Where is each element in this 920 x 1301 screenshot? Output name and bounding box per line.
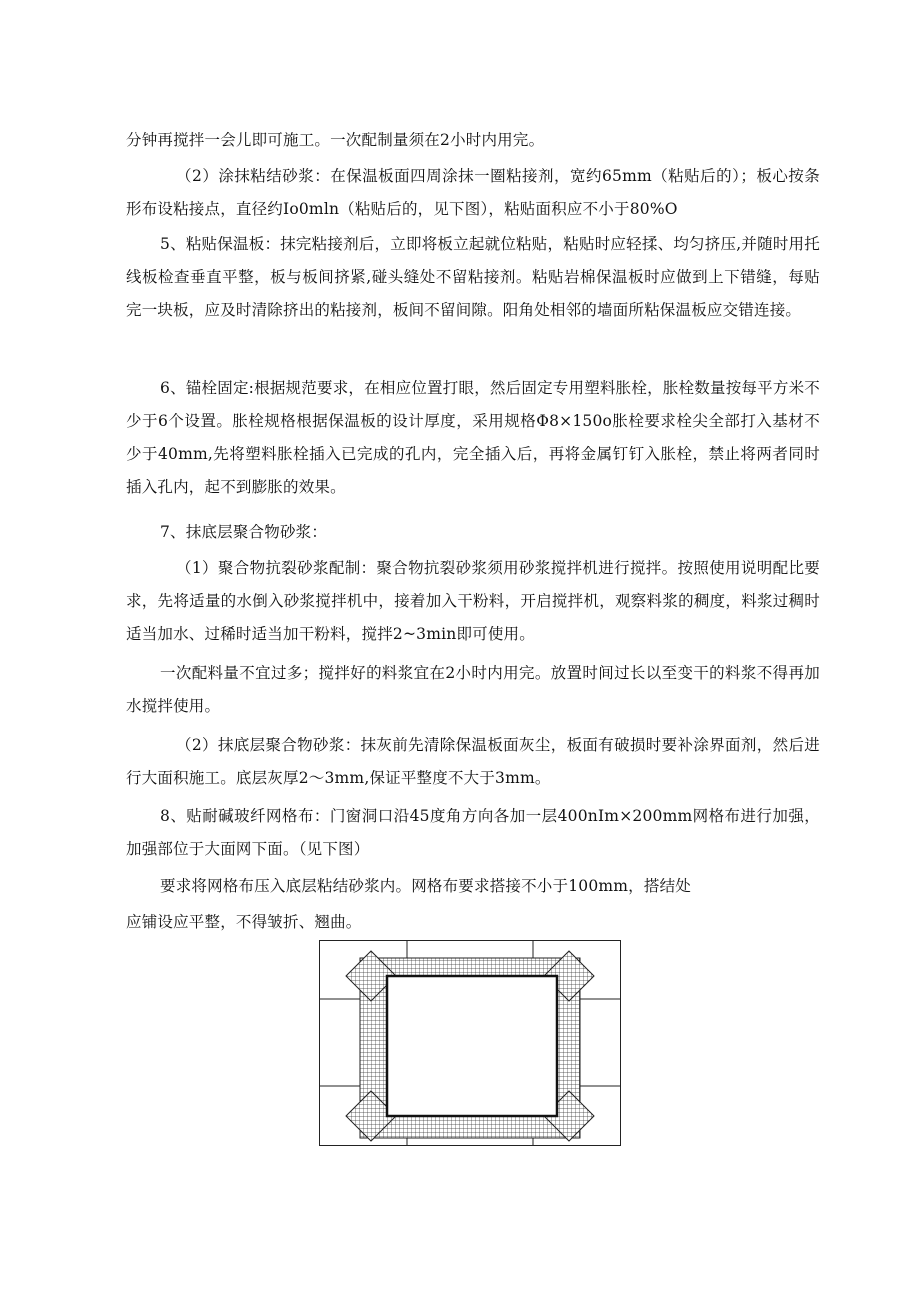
paragraph-7: 一次配料量不宜过多；搅拌好的料浆宜在2小时内用完。放置时间过长以至变干的料浆不得再加水搅拌使用。 <box>126 664 820 715</box>
paragraph-5: 7、抹底层聚合物砂浆： <box>160 523 328 541</box>
paragraph-3: 5、粘贴保温板：抹完粘接剂后，立即将板立起就位粘贴，粘贴时应轻揉、均匀挤压,并随时用托线板检查垂直平整，板与板间挤紧,碰头缝处不留粘接剂。粘贴岩棉保温板时应做到上下错缝，每贴完一块板，应及时清除挤出的粘接剂，板间不留间隙。阳角处相邻的墙面所粘保温板应交错连接。 <box>126 235 820 319</box>
paragraph-9: 8、贴耐碱玻纤网格布：门窗洞口沿45度角方向各加一层400nIm×200mm网格布进行加强，加强部位于大面网下面。（见下图） <box>126 807 820 858</box>
paragraph-1: 分钟再搅拌一会儿即可施工。一次配制量须在2小时内用完。 <box>126 131 545 149</box>
paragraph-8: （2）抹底层聚合物砂浆：抹灰前先清除保温板面灰尘，板面有破损时要补涂界面剂，然后进行大面积施工。底层灰厚2～3mm,保证平整度不大于3mm。 <box>126 736 820 787</box>
paragraph-2: （2）涂抹粘结砂浆：在保温板面四周涂抹一圈粘接剂，宽约65mm（粘贴后的）；板心按条形布设粘接点，直径约Io0mln（粘贴后的，见下图），粘贴面积应不小于80%O <box>126 167 820 218</box>
window-opening <box>387 976 557 1116</box>
paragraph-10: 要求将网格布压入底层粘结砂浆内。网格布要求搭接不小于100mm，搭结处 <box>160 877 691 895</box>
paragraph-6: （1）聚合物抗裂砂浆配制：聚合物抗裂砂浆须用砂浆搅拌机进行搅拌。按照使用说明配比要求，先将适量的水倒入砂浆搅拌机中，接着加入干粉料，开启搅拌机，观察料浆的稠度，料浆过稠时适当加水、过稀时适当加干粉料，搅拌2~3min即可使用。 <box>126 559 820 643</box>
mesh-reinforcement-diagram <box>319 940 621 1146</box>
paragraph-11: 应铺设应平整，不得皱折、翘曲。 <box>126 913 362 931</box>
paragraph-4: 6、锚栓固定:根据规范要求，在相应位置打眼，然后固定专用塑料胀栓，胀栓数量按每平方米不少于6个设置。胀栓规格根据保温板的设计厚度，采用规格Φ8×150o胀栓要求栓尖全部打入基材不少于40mm,先将塑料胀栓插入已完成的孔内，完全插入后，再将金属钉钉入胀栓，禁止将两者同时插入孔内，起不到膨胀的效果。 <box>126 379 820 496</box>
